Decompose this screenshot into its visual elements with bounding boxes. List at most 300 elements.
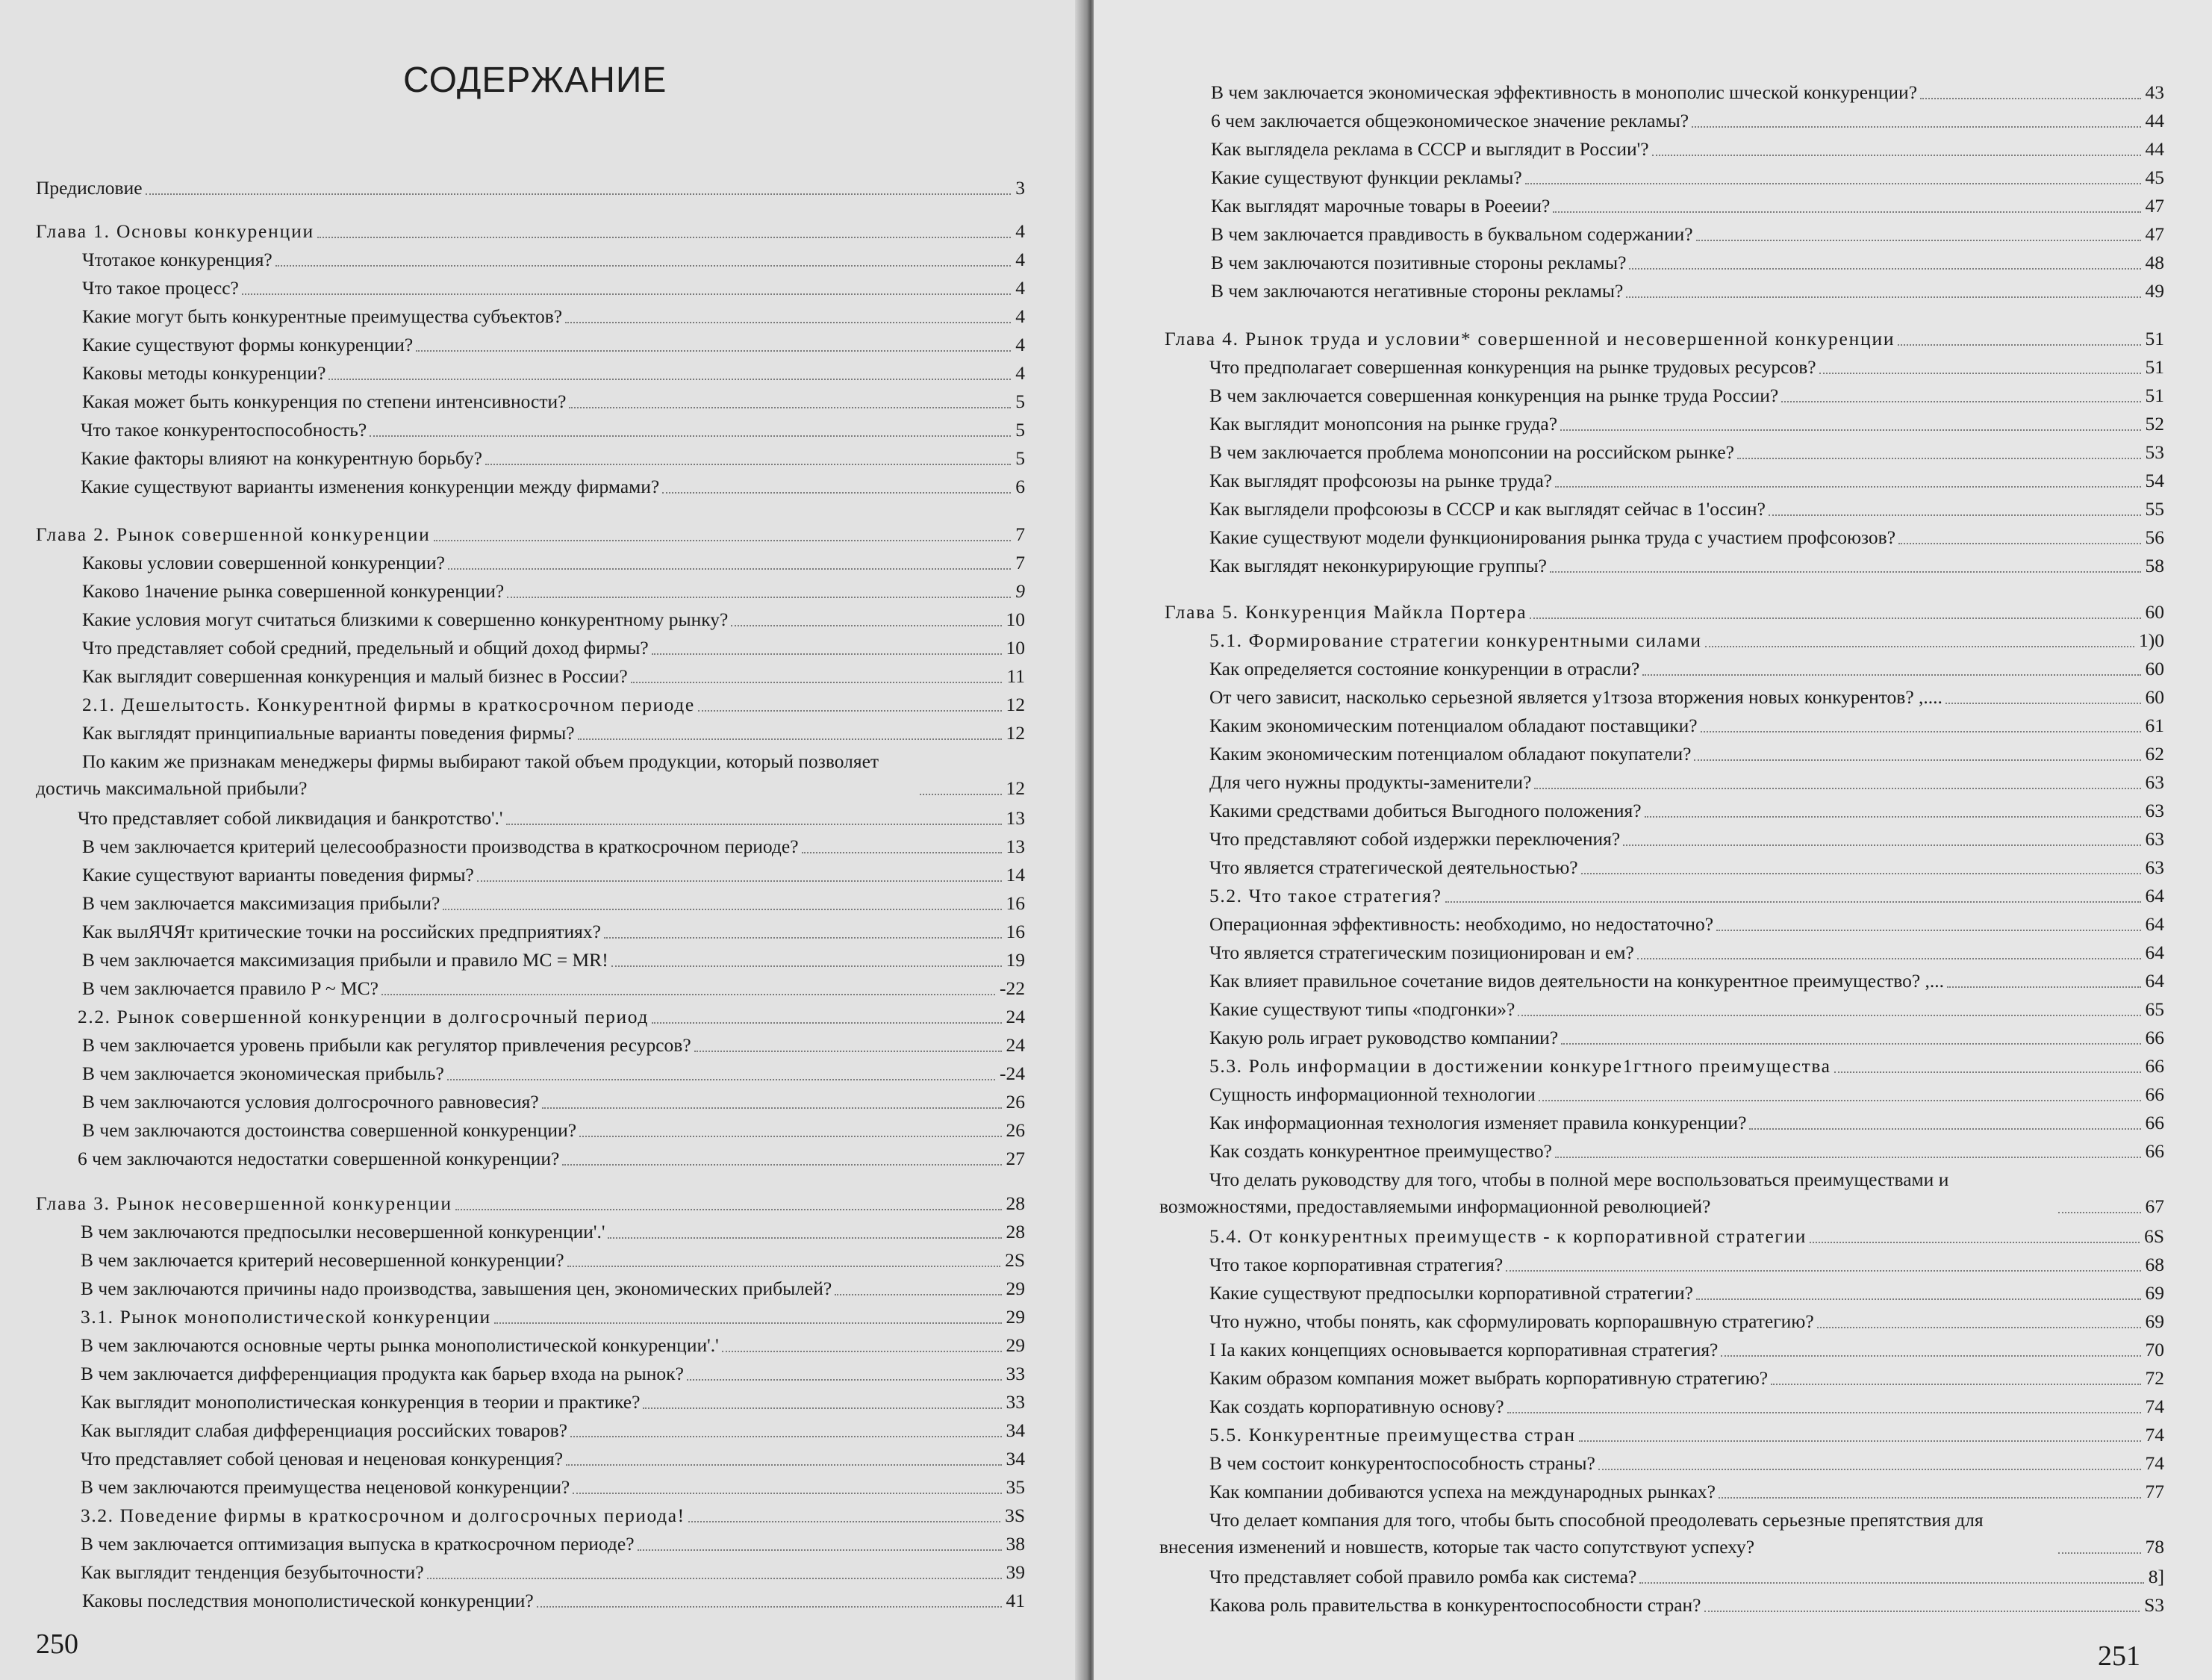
dot-leader xyxy=(694,1051,1002,1052)
toc-entry-page: 5 xyxy=(1015,419,1025,441)
dot-leader xyxy=(569,407,1011,408)
toc-entry-page: 44 xyxy=(2145,138,2164,160)
toc-entry xyxy=(1211,136,2164,163)
toc-entry-page: 51 xyxy=(2145,385,2164,406)
dot-leader xyxy=(1507,1412,2141,1413)
toc-entry xyxy=(81,1531,1025,1558)
toc-entry-text: Что представляет собой средний, предельный и общий доход фирмы? xyxy=(82,637,649,659)
toc-entry xyxy=(1209,1280,2164,1307)
toc-entry-page: 33 xyxy=(1006,1363,1025,1384)
dot-leader xyxy=(434,540,1012,541)
toc-entry-page: 74 xyxy=(2145,1396,2164,1417)
dot-leader xyxy=(1945,703,2141,704)
toc-entry xyxy=(82,388,1025,415)
toc-entry xyxy=(1209,684,2164,711)
dot-leader xyxy=(1704,1611,2140,1612)
toc-entry-page: -22 xyxy=(1000,977,1025,999)
toc-entry-text: Какую роль играет руководство компании? xyxy=(1209,1027,1559,1048)
toc-entry-text: В чем заключаются негативные стороны рекламы? xyxy=(1211,280,1624,302)
toc-entry-page: 4 xyxy=(1015,305,1025,327)
toc-entry-text: Глава 3. Рынок несовершенной конкуренции xyxy=(36,1192,452,1214)
toc-entry-page: 34 xyxy=(1006,1419,1025,1441)
toc-entry-page: 38 xyxy=(1006,1533,1025,1555)
toc-entry xyxy=(1211,79,2164,106)
dot-leader xyxy=(1810,1242,2140,1243)
toc-entry-page: 4 xyxy=(1015,277,1025,299)
toc-entry-page: 64 xyxy=(2145,970,2164,992)
dot-leader xyxy=(1947,986,2140,988)
dot-leader xyxy=(328,379,1011,380)
toc-entry-text: Как определяется состояние конкуренции в отрасли? xyxy=(1209,658,1640,679)
toc-entry-page: 7 xyxy=(1015,552,1025,573)
toc-entry xyxy=(78,1145,1025,1172)
toc-entry-page: 34 xyxy=(1006,1448,1025,1469)
toc-entry-page: 2S xyxy=(1005,1249,1025,1271)
toc-entry-page: 16 xyxy=(1006,892,1025,914)
toc-entry xyxy=(82,1060,1025,1087)
toc-entry-text: В чем заключается максимизация прибыли и правило MC = MR! xyxy=(82,949,608,971)
toc-entry xyxy=(1211,278,2164,305)
toc-entry-page: 63 xyxy=(2145,856,2164,878)
dot-leader xyxy=(1652,155,2141,156)
toc-entry xyxy=(1209,741,2164,768)
toc-entry-text: В чем состоит конкурентоспособность страны? xyxy=(1209,1452,1595,1474)
toc-entry xyxy=(82,918,1025,945)
toc-entry xyxy=(82,606,1025,633)
toc-entry xyxy=(82,720,1025,747)
toc-entry-page: 61 xyxy=(2145,715,2164,736)
toc-entry xyxy=(1209,826,2164,853)
toc-entry xyxy=(81,1446,1025,1472)
dot-leader xyxy=(443,909,1001,910)
toc-entry-text: В чем заключаются причины надо производства, завышения цен, экономических прибылей? xyxy=(81,1278,832,1299)
toc-entry-text: Что представляет собой ликвидация и банкротство'.' xyxy=(78,807,503,829)
dot-leader xyxy=(1749,1128,2140,1130)
toc-entry-text: Что такое процесс? xyxy=(82,277,239,299)
toc-entry-page: 7 xyxy=(1015,523,1025,545)
toc-entry-page: 9 xyxy=(1015,580,1025,602)
left-page xyxy=(0,0,1086,1680)
toc-entry-text: Что делать руководству для того, чтобы в полной мере воспользоваться преимуществами и возможностями, предоставляемыми информационной революцией? xyxy=(1159,1169,1949,1217)
dot-leader xyxy=(611,965,1002,967)
toc-section xyxy=(82,691,1025,718)
toc-entry-text: Как информационная технология изменяет правила конкуренции? xyxy=(1209,1112,1747,1133)
dot-leader xyxy=(317,237,1011,238)
toc-entry xyxy=(81,1275,1025,1302)
dot-leader xyxy=(507,597,1011,598)
toc-section xyxy=(81,1502,1025,1529)
toc-entry xyxy=(1209,1365,2164,1392)
dot-leader xyxy=(1629,268,2140,270)
dot-leader xyxy=(608,1237,1001,1239)
dot-leader xyxy=(370,435,1011,437)
dot-leader xyxy=(566,1464,1001,1466)
dot-leader xyxy=(1834,1071,2141,1073)
toc-entry-text: Как выглядит монопсония на рынке груда? xyxy=(1209,413,1558,435)
toc-entry-page: 64 xyxy=(2145,942,2164,963)
toc-entry xyxy=(1211,164,2164,191)
toc-entry-text: В чем заключается критерий целесообразности производства в краткосрочном периоде? xyxy=(82,836,799,857)
toc-entry xyxy=(1209,553,2164,579)
toc-entry-text: Каковы последствия монополистической конкуренции? xyxy=(82,1590,534,1611)
toc-entry xyxy=(1209,354,2164,381)
toc-entry xyxy=(82,332,1025,358)
toc-entry-text: 6 чем заключается общеэкономическое значение рекламы? xyxy=(1211,110,1689,131)
dot-leader xyxy=(1555,486,2140,488)
toc-entry xyxy=(1209,797,2164,824)
toc-entry-page: 14 xyxy=(1006,864,1025,886)
dot-leader xyxy=(688,1521,1000,1522)
toc-entry xyxy=(1209,1251,2164,1278)
toc-entry-page: 51 xyxy=(2145,328,2164,349)
toc-entry-text: Как выглядела реклама в СССР и выглядит в России'? xyxy=(1211,138,1649,160)
toc-entry-text: Для чего нужны продукты-заменители? xyxy=(1209,771,1532,793)
dot-leader xyxy=(1550,571,2141,573)
toc-entry-page: 6 xyxy=(1015,476,1025,497)
dot-leader xyxy=(1581,873,2141,874)
toc-entry-text: Каким экономическим потенциалом обладают поставщики? xyxy=(1209,715,1698,736)
dot-leader xyxy=(1817,1327,2141,1328)
toc-entry-page: 29 xyxy=(1006,1306,1025,1328)
dot-leader xyxy=(662,492,1011,494)
dot-leader xyxy=(1705,646,2134,647)
toc-entry xyxy=(1209,996,2164,1023)
toc-entry xyxy=(1209,1337,2164,1363)
toc-entry-text: Как создать конкурентное преимущество? xyxy=(1209,1140,1552,1162)
toc-entry-page: 24 xyxy=(1006,1034,1025,1056)
toc-entry-page: 3 xyxy=(1015,177,1025,199)
toc-entry-page: 4 xyxy=(1015,249,1025,270)
toc-entry-text: Как компании добиваются успеха на международных рынках? xyxy=(1209,1481,1716,1502)
toc-entry-text: В чем заключаются условия долгосрочного равновесия? xyxy=(82,1091,539,1113)
right-page xyxy=(1094,0,2212,1680)
dot-leader xyxy=(494,1322,1002,1324)
toc-entry xyxy=(82,246,1025,273)
toc-entry-page: 63 xyxy=(2145,800,2164,821)
dot-leader xyxy=(1769,514,2141,516)
toc-entry-text: Какими средствами добиться Выгодного положения? xyxy=(1209,800,1642,821)
dot-leader xyxy=(1561,1043,2140,1045)
toc-entry xyxy=(1209,1308,2164,1335)
toc-entry-text: Какие существуют варианты поведения фирмы? xyxy=(82,864,474,886)
toc-section xyxy=(78,1004,1025,1030)
toc-entry-text: Какая может быть конкуренция по степени интенсивности? xyxy=(82,391,567,412)
toc-entry xyxy=(1209,656,2164,682)
dot-leader xyxy=(1598,1469,2141,1470)
page-title: СОДЕРЖАНИЕ xyxy=(403,60,667,100)
dot-leader xyxy=(242,293,1011,295)
toc-entry-text: В чем заключается экономическая эффективность в монополис шческой конкуренции? xyxy=(1211,81,1918,103)
toc-entry-text: Как выглядит монополистическая конкуренция в теории и практике? xyxy=(81,1391,641,1413)
toc-entry-text: Что такое конкурентоспособность? xyxy=(81,419,367,441)
dot-leader xyxy=(537,1606,1002,1608)
toc-entry-text: В чем заключаются преимущества неценовой конкуренции? xyxy=(81,1476,570,1498)
toc-chapter xyxy=(36,218,1025,245)
toc-entry-text: Глава 1. Основы конкуренции xyxy=(36,220,314,242)
dot-leader xyxy=(1701,731,2141,732)
toc-entry-text: Как выглядят неконкурирующие группы? xyxy=(1209,555,1547,576)
toc-entry-page: 62 xyxy=(2145,743,2164,765)
toc-entry-page: S3 xyxy=(2144,1594,2164,1616)
toc-entry-text: Каким экономическим потенциалом обладают покупатели? xyxy=(1209,743,1692,765)
toc-section xyxy=(1209,1053,2164,1080)
toc-entry-text: Как выглядит слабая дифференциация российских товаров? xyxy=(81,1419,567,1441)
dot-leader xyxy=(920,794,1002,795)
toc-entry-page: 69 xyxy=(2145,1310,2164,1332)
toc-entry-page: 26 xyxy=(1006,1091,1025,1113)
dot-leader xyxy=(1555,1157,2141,1158)
toc-entry-page: 58 xyxy=(2145,555,2164,576)
toc-entry-text: Что предполагает совершенная конкуренция на рынке трудовых ресурсов? xyxy=(1209,356,1816,378)
toc-entry-text: Как выглядят профсоюзы на рынке труда? xyxy=(1209,470,1553,491)
dot-leader xyxy=(1696,240,2141,241)
toc-entry-text: Каковы методы конкуренции? xyxy=(82,362,326,384)
toc-entry-text: Глава 5. Конкуренция Майкла Портера xyxy=(1165,601,1527,623)
toc-entry xyxy=(1209,769,2164,796)
toc-entry-page: 19 xyxy=(1006,949,1025,971)
toc-entry-page: 28 xyxy=(1006,1192,1025,1214)
toc-entry-page: 65 xyxy=(2145,998,2164,1020)
dot-leader xyxy=(1530,617,2140,619)
toc-entry xyxy=(1209,1081,2164,1108)
dot-leader xyxy=(567,1266,1001,1267)
toc-entry-page: 13 xyxy=(1006,807,1025,829)
toc-entry xyxy=(82,578,1025,605)
toc-entry-text: Глава 2. Рынок совершенной конкуренции xyxy=(36,523,431,545)
toc-entry-page: 12 xyxy=(1006,722,1025,744)
toc-entry-page: 66 xyxy=(2145,1083,2164,1105)
toc-entry xyxy=(1209,1478,2164,1505)
page-number: 251 xyxy=(2098,1640,2140,1672)
toc-entry xyxy=(1209,496,2164,523)
dot-leader xyxy=(802,852,1002,853)
toc-entry-text: Операционная эффективность: необходимо, но недостаточно? xyxy=(1209,913,1714,935)
toc-entry-text: Что представляют собой издержки переключения? xyxy=(1209,828,1621,850)
toc-entry-page: 64 xyxy=(2145,913,2164,935)
dot-leader xyxy=(1626,296,2140,298)
toc-entry xyxy=(81,1219,1025,1245)
toc-entry-text: Что является стратегической деятельностью? xyxy=(1209,856,1578,878)
toc-entry xyxy=(78,805,1025,832)
toc-entry xyxy=(1209,1592,2164,1619)
dot-leader xyxy=(485,464,1011,465)
toc-entry-page: 4 xyxy=(1015,334,1025,355)
toc-entry-text: 6 чем заключаются недостатки совершенной конкуренции? xyxy=(78,1148,560,1169)
toc-entry-text: Какие условия могут считаться близкими к совершенно конкурентному рынку? xyxy=(82,609,729,630)
dot-leader xyxy=(570,1436,1002,1437)
toc-entry xyxy=(82,1587,1025,1614)
toc-entry xyxy=(81,1332,1025,1359)
toc-entry-text: 2.1. Дешелытость. Конкурентной фирмы в краткосрочном периоде xyxy=(82,694,695,715)
dot-leader xyxy=(652,653,1002,655)
toc-entry-text: В чем заключается совершенная конкуренция на рынке труда России? xyxy=(1209,385,1779,406)
toc-section xyxy=(1209,1223,2164,1250)
dot-leader xyxy=(448,568,1011,570)
dot-leader xyxy=(731,625,1001,626)
toc-entry-text: В чем заключается экономическая прибыль? xyxy=(82,1063,444,1084)
toc-entry-page: -24 xyxy=(1000,1063,1025,1084)
toc-entry-text: В чем заключаются позитивные стороны рекламы? xyxy=(1211,252,1627,273)
dot-leader xyxy=(427,1578,1002,1579)
toc-entry-text: В чем заключается дифференциация продукта как барьер входа на рынок? xyxy=(81,1363,684,1384)
toc-entry xyxy=(82,1032,1025,1059)
toc-entry-page: 67 xyxy=(2145,1195,2164,1217)
dot-leader xyxy=(578,738,1002,740)
toc-entry-page: 33 xyxy=(1006,1391,1025,1413)
toc-entry xyxy=(1159,1507,2164,1561)
dot-leader xyxy=(579,1136,1001,1137)
toc-entry-page: 48 xyxy=(2145,252,2164,273)
toc-entry xyxy=(1209,1024,2164,1051)
toc-entry-page: 1)0 xyxy=(2139,629,2164,651)
dot-leader xyxy=(562,1164,1001,1166)
toc-entry-text: Каковы условии совершенной конкуренции? xyxy=(82,552,445,573)
toc-entry xyxy=(1209,439,2164,466)
toc-chapter xyxy=(1165,599,2164,626)
toc-entry xyxy=(81,1389,1025,1416)
toc-entry-text: Какие существуют типы «подгонки»? xyxy=(1209,998,1515,1020)
toc-entry xyxy=(1211,193,2164,220)
toc-entry xyxy=(1211,221,2164,248)
dot-leader xyxy=(1525,183,2141,184)
toc-entry-page: 49 xyxy=(2145,280,2164,302)
dot-leader xyxy=(2058,1552,2141,1554)
toc-entry xyxy=(1209,411,2164,438)
toc-entry-text: Как вылЯЧЯт критические точки на российских предприятиях? xyxy=(82,921,601,942)
toc-entry xyxy=(1209,939,2164,966)
toc-entry-page: 66 xyxy=(2145,1055,2164,1077)
toc-entry-page: 8] xyxy=(2148,1566,2164,1587)
toc-entry-page: 52 xyxy=(2145,413,2164,435)
dot-leader xyxy=(542,1107,1002,1109)
toc-entry-page: 16 xyxy=(1006,921,1025,942)
dot-leader xyxy=(1898,344,2140,346)
toc-entry xyxy=(1209,1393,2164,1420)
toc-entry-page: 72 xyxy=(2145,1367,2164,1389)
toc-entry-page: 77 xyxy=(2145,1481,2164,1502)
dot-leader xyxy=(1898,543,2140,544)
toc-entry-page: 41 xyxy=(1006,1590,1025,1611)
toc-entry-text: В чем заключается критерий несовершенной конкуренции? xyxy=(81,1249,564,1271)
toc-entry-text: Какие существуют предпосылки корпоративной стратегии? xyxy=(1209,1282,1693,1304)
dot-leader xyxy=(146,193,1012,195)
toc-entry-page: 26 xyxy=(1006,1119,1025,1141)
toc-entry-text: Что представляет собой правило ромба как система? xyxy=(1209,1566,1637,1587)
toc-entry xyxy=(1209,911,2164,938)
toc-entry-text: Что является стратегическим позиционирован и ем? xyxy=(1209,942,1634,963)
toc-entry-text: Что такое корпоративная стратегия? xyxy=(1209,1254,1504,1275)
toc-entry-text: 3.2. Поведение фирмы в краткосрочном и долгосрочных периода! xyxy=(81,1505,685,1526)
toc-entry-text: Как выглядят марочные товары в Роееии? xyxy=(1211,195,1551,217)
dot-leader xyxy=(1819,373,2141,374)
toc-entry xyxy=(82,947,1025,974)
toc-entry-page: 55 xyxy=(2145,498,2164,520)
dot-leader xyxy=(1719,1497,2141,1499)
toc-entry-page: 60 xyxy=(2145,658,2164,679)
toc-section xyxy=(81,1304,1025,1331)
toc-entry-text: Какие факторы влияют на конкурентную борьбу? xyxy=(81,447,482,469)
toc-entry xyxy=(1209,467,2164,494)
toc-entry-page: 45 xyxy=(2145,167,2164,188)
toc-entry-text: В чем заключается проблема монопсонии на российском рынке? xyxy=(1209,441,1734,463)
toc-entry-page: 51 xyxy=(2145,356,2164,378)
dot-leader xyxy=(506,824,1002,825)
toc-entry-page: 11 xyxy=(1006,665,1025,687)
toc-entry-text: В чем заключается уровень прибыли как регулятор привлечения ресурсов? xyxy=(82,1034,691,1056)
dot-leader xyxy=(1771,1384,2140,1385)
toc-entry xyxy=(81,1247,1025,1274)
dot-leader xyxy=(565,322,1011,323)
toc-entry-text: Как выглядели профсоюзы в СССР и как выглядят сейчас в 1'оссин? xyxy=(1209,498,1766,520)
toc-entry xyxy=(1209,1110,2164,1136)
dot-leader xyxy=(1642,674,2140,676)
toc-entry-text: Что делает компания для того, чтобы быть способной преодолевать серьезные препятствия для внесения изменений и новшеств, которые так часто сопутствуют успеху? xyxy=(1159,1509,1984,1558)
toc-section xyxy=(1209,1422,2164,1449)
toc-entry-page: 70 xyxy=(2145,1339,2164,1360)
toc-entry xyxy=(81,1474,1025,1501)
toc-entry-text: В чем заключается правдивость в буквальном содержании? xyxy=(1211,223,1693,245)
toc-entry-page: 66 xyxy=(2145,1027,2164,1048)
toc-entry-page: 35 xyxy=(1006,1476,1025,1498)
toc-entry-text: Какие существуют варианты изменения конкуренции между фирмами? xyxy=(81,476,660,497)
dot-leader xyxy=(275,265,1012,267)
toc-entry-text: I Ia каких концепциях основывается корпоративная стратегия? xyxy=(1209,1339,1719,1360)
toc-entry xyxy=(82,275,1025,302)
toc-entry-page: 64 xyxy=(2145,885,2164,906)
toc-entry-page: 4 xyxy=(1015,362,1025,384)
toc-entry-page: 5 xyxy=(1015,447,1025,469)
dot-leader xyxy=(2058,1212,2141,1213)
toc-entry xyxy=(81,417,1025,444)
toc-entry-page: 29 xyxy=(1006,1278,1025,1299)
toc-entry xyxy=(1209,1450,2164,1477)
toc-entry xyxy=(1209,1138,2164,1165)
dot-leader xyxy=(652,1022,1002,1024)
dot-leader xyxy=(1781,401,2140,402)
toc-entry-page: 24 xyxy=(1006,1006,1025,1027)
toc-entry-page: 69 xyxy=(2145,1282,2164,1304)
dot-leader xyxy=(1579,1440,2141,1442)
toc-entry-text: В чем заключается максимизация прибыли? xyxy=(82,892,440,914)
toc-entry-page: 78 xyxy=(2145,1536,2164,1558)
dot-leader xyxy=(1721,1355,2140,1357)
dot-leader xyxy=(687,1379,1002,1381)
toc-entry-page: 63 xyxy=(2145,828,2164,850)
dot-leader xyxy=(1623,844,2140,846)
toc-entry-text: Как выглядит тенденция безубыточности? xyxy=(81,1561,424,1583)
toc-chapter xyxy=(1165,326,2164,352)
toc-entry-page: 10 xyxy=(1006,609,1025,630)
toc-entry-page: 66 xyxy=(2145,1140,2164,1162)
toc-entry-preface xyxy=(36,175,1025,202)
dot-leader xyxy=(1506,1270,2140,1272)
toc-entry-page: 47 xyxy=(2145,195,2164,217)
dot-leader xyxy=(722,1351,1002,1352)
dot-leader xyxy=(573,1493,1001,1494)
toc-entry-page: 10 xyxy=(1006,637,1025,659)
toc-entry xyxy=(82,360,1025,387)
toc-entry-page: 63 xyxy=(2145,771,2164,793)
toc-entry-text: Глава 4. Рынок труда и условии* совершенной и несовершенной конкуренции xyxy=(1165,328,1895,349)
dot-leader xyxy=(1637,958,2141,959)
toc-entry-page: 29 xyxy=(1006,1334,1025,1356)
toc-entry-text: Что представляет собой ценовая и неценовая конкуренция? xyxy=(81,1448,564,1469)
dot-leader xyxy=(643,1407,1001,1409)
toc-entry-text: 5.4. От конкурентных преимуществ - к корпоративной стратегии xyxy=(1209,1225,1807,1247)
toc-entry-text: 5.3. Роль информации в достижении конкуре1гтного преимущества xyxy=(1209,1055,1831,1077)
toc-entry-text: В чем заключаются предпосылки несовершенной конкуренции'.' xyxy=(81,1221,605,1242)
toc-entry-text: В чем заключаются достоинства совершенной конкуренции? xyxy=(82,1119,577,1141)
